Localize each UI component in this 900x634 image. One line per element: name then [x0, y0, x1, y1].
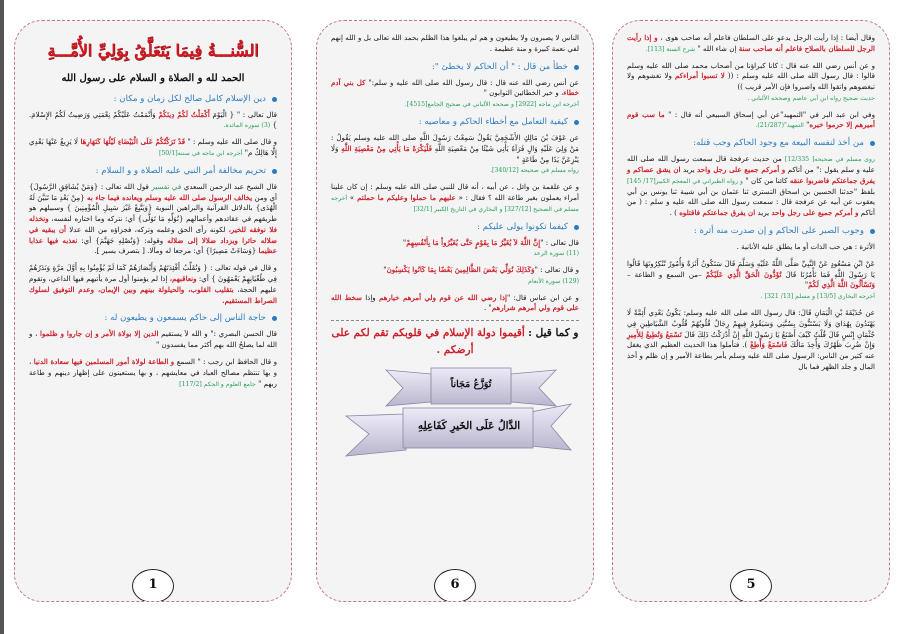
bullet-icon	[272, 97, 277, 102]
paragraph: عن حُذَيْفَةَ بْنِ الْيَمَانِ قَالَ: قال رسول الله صلى الله عليه وسلم: يَكُونُ بَعْدِي أَئِمَّةٌ لَا يَهْتَدُونَ بِهُدَايَ وَلَا يَسْتَنُّونَ بِسُنَّتِي وَسَيَقُومُ فِيهِمْ رِجَالٌ قُلُوبُهُمْ قُلُوبُ الشَّيَاطِينِ فِي جُثْمَانِ إِنْسٍ قَالَ قُلْتُ كَيْفَ أَصْنَعُ يَا رَسُولَ اللَّهِ إِنْ أَدْرَكْتُ ذَلِكَ قَالَ تَسْمَعُ وَتُطِيعُ لِلأَمِيرِ وَإِنْ ضُرِبَ ظَهْرُكَ وَأُخِذَ مَالُكَ فَاسْمَعْ وَأَطِعْ ). فتأملوا هذا الحديث العظيم الذي يغفل عنه كثير من الناس: الرسول صلى الله عليه وسلم يأمر بطاعة الأمير و إن ظلم و أخذ المال و جلد الظهر فما بال	[627, 307, 875, 371]
brochure-panel-6	[316, 20, 594, 602]
section-heading: دين الإسلام كامل صالح لكل زمان و مكان :	[29, 93, 277, 106]
section-heading: كيفما تكونوا يولى عليكم :	[331, 221, 579, 234]
paragraph: قال تعالى : " { الْيَوْمَ أَكْمَلْتُ لَكُمْ دِينَكُمْ وَأَتْمَمْتُ عَلَيْكُمْ نِعْمَتِي وَرَضِيتُ لَكُمُ الإِسْلامَ. } (3) سورة المائدة.	[29, 109, 277, 130]
paragraph: و قال الحافظ ابن رجب : " السمع و الطاعة لولاة أمور المسلمين فيها سعادة الدنيا ، و بها تنتظم مصالح العباد في معايشهم ، و بها يستعينون على إظهار دينهم و طاعة ربهم " جامع العلوم و الحكم [117/2]	[29, 356, 278, 388]
paragraph: عن أنس رضي الله عنه قال : قال رسول الله صلى الله عليه و سلم:" كل بني آدم خطاء، و خير الخطائين التوابون " أخرجه ابن ماجه [2922] و صححه الألباني في صحيح الجامع[4515].	[331, 77, 579, 109]
paragraph: قال الشيخ عبد الرحمن السعدي في تفسير قول الله تعالى : {وَمَنْ يُشَاقِقِ الرَّسُولَ} أي ومن يخالف الرسول صلى الله عليه وسلم ويعانده فيما جاء به {مِنْ بَعْدِ مَا تَبَيَّنَ لَهُ الْهُدَى} بالدلائل القرآنية والبراهين النبوية {وَيَتَّبِعْ غَيْرَ سَبِيلِ الْمُؤْمِنِينَ } وسبيلهم هو طريقهم في عقائدهم وأعمالهم {نُوَلِّهِ مَا تَوَلَّى} أي: نتركه وما اختاره لنفسه، ونخذله فلا نوفقه للخير، لكونه رأى الحق وعلمه وتركه، فجزاؤه من الله عدلا أن يبقيه في ضلاله حائرا ويزداد ضلالا إلى ضلاله وقوله: {وَنُصْلِهِ جَهَنَّمَ} أي: نعذبه فيها عذابا عظيما {وَسَاءَتْ مَصِيرًا} أي: مرجعا له ومآلا. [ بتصرف يسير ].	[29, 181, 278, 256]
brochure-subtitle: الحمد لله و الصلاة و السلام على رسول الله	[61, 73, 245, 85]
ribbon-text-free-distribution: تُوَزَّعُ مَجَاناً	[450, 378, 492, 390]
paragraph: و قال صلى الله عليه وسلم : " قَدْ تَرَكْتُكُمْ عَلَى الْبَيْضَاءِ لَيْلُهَا كَنَهَارِهَا لَا يَزِيغُ عَنْهَا بَعْدِي إِلَّا هَالِكٌ م" أخرجه ابن ماجه في سننه[50/1]	[29, 137, 277, 157]
section-heading: وجوب الصبر على الحاكم و إن صدرت منه أثرة :	[627, 225, 875, 238]
paragraph: قال الحسن البصري :" و الله لاَ يستقيم الدين إلا بولاة الأمر و إن جاروا و ظلموا ، و الله لما يصلحُ الله بهم أكثر مما يفسدون "	[29, 329, 277, 350]
paragraph: و عن علقمة بن وائل ، عن أبيه ، أنه قال للنبي صلى الله عليه وسلم : إن كان علينا أمراء يعملون بغير طاعة الله ؟ فقال : « عليهم ما حملوا وعليكم ما حملتم » أخرجه مسلم في الصحيح [327/12] و البخاري في التاريخ الكبير [32/1]	[331, 182, 580, 213]
page-edge	[0, 0, 4, 634]
section-heading: حاجة الناس إلى حاكم يسمعون و يطيعون له :	[29, 312, 277, 325]
paragraph: وفي ابن عبد البر في "التمهيد"عن أبي إسحاق السبيعي أنه قال : " ما سب قوم أميرهم إلا حرموا خيره" التمهيد"(21/287).	[627, 109, 875, 130]
section-heading: من أخذ لنفسه البيعة مع وجود الحاكم وجب قتله:	[627, 137, 875, 150]
paragraph: قال تعالى : "إِنَّ اللَّهَ لاَ يُغَيِّرُ مَا بِقَوْمٍ حَتَّى يُغَيِّرُواْ مَا بِأَنْفُسِهِمْ" (11) سورة الرعد	[402, 237, 579, 258]
bullet-icon	[272, 169, 277, 174]
page-number: 1	[132, 569, 174, 602]
bullet-icon	[574, 65, 579, 70]
paragraph: عَنْ ابْنِ مَسْعُودٍ عَنْ النَّبِيِّ صَلَّى اللَّهُ عَلَيْهِ وَسَلَّمَ قَالَ سَتَكُونُ أَثَرَةٌ وَأُمُورٌ تُنْكِرُونَهَا قَالُوا يَا رَسُولَ اللَّهِ فَمَا تَأْمُرُنَا قَالَ تُؤَدُّونَ الْحَقَّ الَّذِي عَلَيْكُمْ –من السمع و الطاعة – وَتَسْأَلُونَ اللَّهَ الَّذِي لَكُمْ" أخرجه البخاري [13/5] و مسلم [13/ 321] .	[627, 258, 876, 301]
paragraph: و قال في قوله تعالى : { وَنُقَلِّبُ أَفْئِدَتَهُمْ وَأَبْصَارَهُمْ كَمَا لَمْ يُؤْمِنُوا بِهِ أَوَّلَ مَرَّةٍ وَنَذَرُهُمْ فِي طُغْيَانِهِمْ يَعْمَهُونَ } أي: ونعاقبهم، إذا لم يؤمنوا أول مرة يأتيهم فيها الداعي، وتقوم عليهم الحجة، بتقليب القلوب، والحيلولة بينهم وبين الإيمان، وعدم التوفيق لسلوك الصراط المستقيم.	[29, 263, 277, 305]
page-number: 6	[434, 569, 476, 602]
bullet-icon	[272, 316, 277, 321]
ribbon-text-proverb: الدَّالُ عَلَى الخَيرِ كَفَاعِلِهِ	[417, 419, 521, 432]
divider	[331, 320, 579, 321]
closing-quote: و كما قيل : أقيموا دولة الإسلام في قلوبكم تقم لكم على أرضكم .	[331, 327, 579, 356]
page-number: 5	[730, 569, 772, 602]
bullet-icon	[870, 141, 875, 146]
paragraph: و عن أنس رضي الله عنه قال : كانا كبراؤنا من أصحاب محمد صلى الله عليه وسلم قالوا : قال رسول الله صلى الله عليه وسلم : (( لا تسبوا أمراءكم ولا تغشوهم ولا تبغضوهم واتقوا الله واصبروا فإن الأمر قريب )) حديث صحيح رواه ابن أبي عاصم وصححه الألباني .	[627, 60, 875, 102]
paragraph: و عن ابن عباس قال: "إذا رضي الله عن قوم ولي أمرهم خيارهم وإذا سخط الله على قوم ولي أمرهم شرارهم" .	[331, 292, 579, 313]
bullet-icon	[870, 229, 875, 234]
ribbon-banner	[331, 364, 579, 464]
paragraph: وقال أيضا : إذا رأيت الرجل يدعو على السلطان فاعلم أنه صاحب هوى ، و إذا رأيت الرجل للسلطان بالصلاح فاعلم أنه صاحب سنة إن شاء الله " شرح السنة [113].	[627, 33, 875, 53]
brochure-panel-1	[14, 20, 292, 602]
bullet-icon	[574, 120, 579, 125]
section-heading: كيفية التعامل مع أخطاء الحاكم و معاصيه :	[331, 116, 579, 129]
paragraph: عن عَوْفَ بْنَ مَالِكٍ الأَشْجَعِيَّ يَقُولُ سَمِعْتُ رَسُولَ اللَّهِ صلى الله عليه وسلم يَقُولُ : مَنْ وَلِيَ عَلَيْهِ وَالٍ فَرَآهُ يَأْتِي شَيْئًا مِنْ مَعْصِيَةِ اللَّهِ فَلْيَكْرَهْ مَا يَأْتِي مِنْ مَعْصِيَةِ اللَّهِ وَلَا يَنْزِعَنَّ يَدًا مِنْ طَاعَةٍ " رواه مسلم في صحيحه [340/12].	[331, 133, 579, 175]
paragraph: الأثرة : هي حب الذات أو ما يطلق عليه الأنانية .	[736, 242, 875, 252]
paragraph: الناس لا يصبرون ولا يطيعون و هم لم يبلغوا هذا الظلم بحمد الله تعالى بل و الله إنهم لفي نعمة كبيرة و منة عظيمة .	[331, 33, 579, 53]
brochure-panel-5	[612, 20, 890, 602]
brochure-title: السُّنـــةُ فِيمَا يَتَعَلَّقُ بِوَلِيِّ الأُمَّـــةِ	[47, 41, 259, 60]
paragraph: روى مسلم في صحيحه[ 12/335] من حديث عرفجة قال سمعت رسول الله صلى الله عليه و سلم يقول :" من أتاكم و أمركم جميع على رجل واحد يريد ان يشق عصاكم و يفرق جماعتكم فاضربوا عنقه كائنا من كان " و رواه الطبراني في المعجم الكبير[17/ 145] بلفظ "حدثنا الحسين بن اسحاق التستري ثنا عثمان بن أبي شيبة ثنا يونس بن أبي يعقوب عن أبيه عن عرفجة قال : سمعت رسول الله صلى الله عليه و سلم : ( من أتاكم و أمركم جميع على رجل واحد يريد ان يفرق جماعتكم فاقتلوه ) .	[627, 154, 876, 218]
bullet-icon	[574, 225, 579, 230]
section-heading: تحريم مخالفة أمر النبي عليه الصلاة و و السلام :	[29, 165, 277, 178]
paragraph: و قال تعالى : "وَكَذَلِكَ نُوَلِّي بَعْضَ الظَّالِمِينَ بَعْضًا بِمَا كَانُوا يَكْسِبُونَ" (129) سورة الأنعام	[383, 265, 579, 285]
section-heading: خطأ من قال : " أن الحاكم لا يخطئ ":	[331, 61, 579, 74]
